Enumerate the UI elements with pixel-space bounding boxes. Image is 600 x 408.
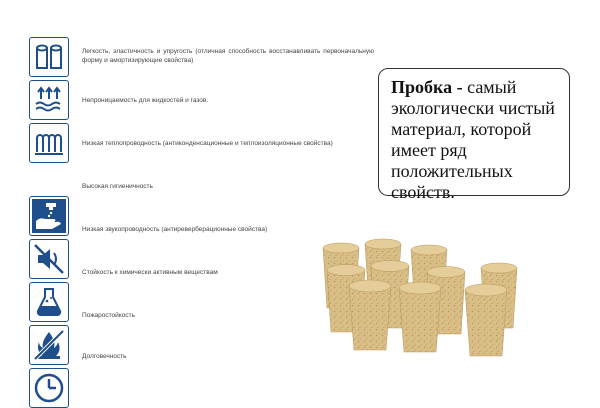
cork-description-callout <box>378 68 570 202</box>
hand-washing-icon <box>29 196 69 236</box>
cork-stopper <box>349 280 391 350</box>
callout-body: самый экологически чистый материал, которой имеет ряд положительных свойств. <box>391 77 555 202</box>
cork-stopper <box>399 282 441 352</box>
cork-stopper <box>465 284 507 356</box>
property-text-fire: Пожаростойкость <box>82 312 135 319</box>
property-text-thermal: Низкая теплопроводность (антиконденсационные и теплоизоляционные свойства) <box>82 140 333 147</box>
no-fire-icon <box>29 325 69 365</box>
heat-wave-icon <box>29 123 69 163</box>
water-barrier-icon <box>29 80 69 120</box>
muted-speaker-icon <box>29 239 69 279</box>
callout-title: Пробка - <box>391 77 463 97</box>
roll-stack-icon <box>29 37 69 77</box>
property-text-hygiene: Высокая гигиеничность <box>82 183 153 190</box>
chemical-flask-icon <box>29 282 69 322</box>
property-text-impermeability: Непроницаемость для жидкостей и газов. <box>82 97 209 104</box>
property-text-durability: Долговечность <box>82 353 127 360</box>
cork-stoppers-image <box>315 238 535 378</box>
property-text-acoustic: Низкая звукопроводность (антиреверберационные свойства) <box>82 226 268 233</box>
clock-icon <box>29 368 69 408</box>
property-text-chemical: Стойкость к химически активным веществам <box>82 269 218 276</box>
property-text-lightness: Легкость, эластичность и упругость (отличная способность восстанавливать первоначальную форму и амортизирующие свойства) <box>82 48 374 64</box>
